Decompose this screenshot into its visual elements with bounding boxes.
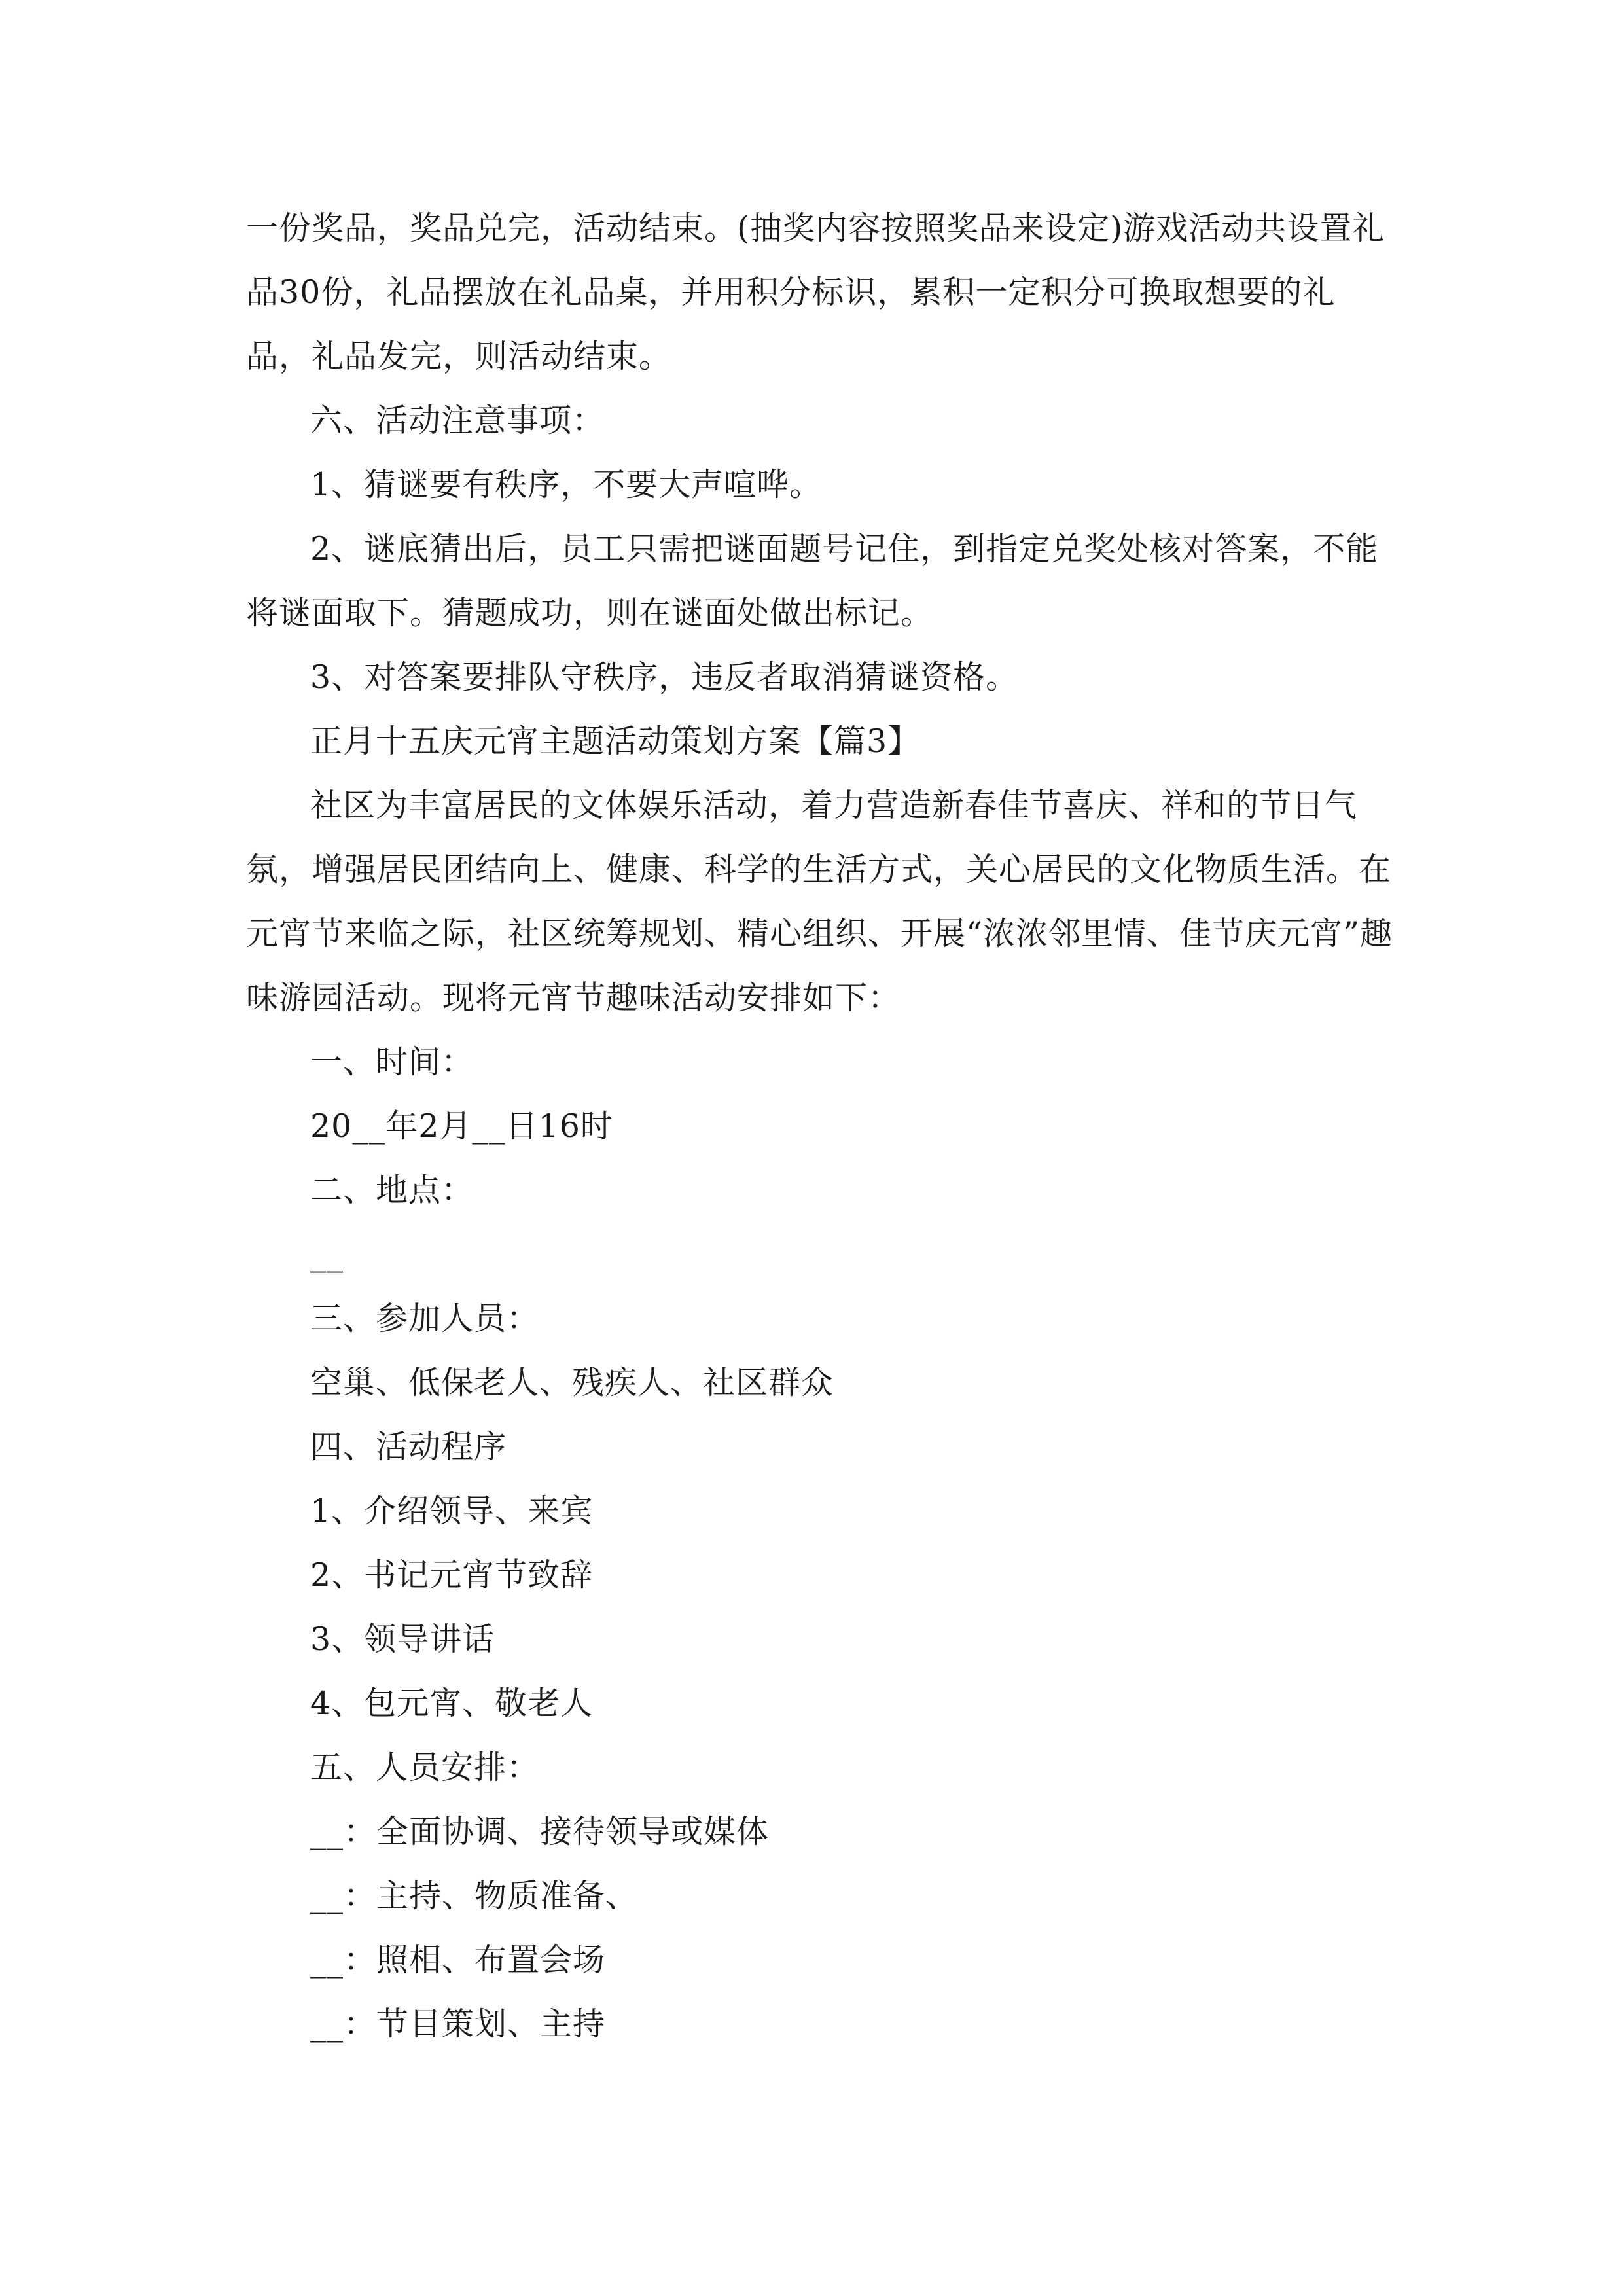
note-item-1: 1、猜谜要有秩序，不要大声喧哗。 bbox=[310, 466, 823, 503]
paragraph-intro: 社区为丰富居民的文体娱乐活动，着力营造新春佳节喜庆、祥和的节日气氛，增强居民团结向上、健康、科学的生活方式，关心居民的文化物质生活。在元宵节来临之际，社区统筹规划、精心组织、开展“浓浓邻里情、佳节庆元宵”趣味游园活动。现将元宵节趣味活动安排如下： bbox=[246, 787, 1393, 1016]
participants-value: 空巢、低保老人、残疾人、社区群众 bbox=[310, 1364, 834, 1401]
note-item-2: 2、谜底猜出后，员工只需把谜面题号记住，到指定兑奖处核对答案，不能将谜面取下。猜题成功，则在谜面处做出标记。 bbox=[246, 530, 1379, 632]
note-item-3: 3、对答案要排队守秩序，违反者取消猜谜资格。 bbox=[310, 658, 1019, 696]
document-body bbox=[246, 196, 1398, 2056]
heading-participants: 三、参加人员： bbox=[310, 1300, 540, 1337]
program-item-4: 4、包元宵、敬老人 bbox=[310, 1685, 594, 1722]
heading-notes: 六、活动注意事项： bbox=[310, 402, 605, 439]
heading-location: 二、地点： bbox=[310, 1172, 474, 1209]
staffing-item-1: __：全面协调、接待领导或媒体 bbox=[310, 1813, 770, 1850]
heading-program: 四、活动程序 bbox=[310, 1428, 507, 1465]
staffing-item-2: __：主持、物质准备、 bbox=[310, 1877, 639, 1914]
staffing-item-4: __：节目策划、主持 bbox=[310, 2005, 606, 2043]
section-title-part3: 正月十五庆元宵主题活动策划方案【篇3】 bbox=[310, 723, 921, 760]
heading-staffing: 五、人员安排： bbox=[310, 1749, 540, 1786]
program-item-3: 3、领导讲话 bbox=[310, 1621, 495, 1658]
time-value: 20__年2月__日16时 bbox=[310, 1107, 613, 1145]
paragraph-prize-rules: 一份奖品，奖品兑完，活动结束。(抽奖内容按照奖品来设定)游戏活动共设置礼品30份，礼品摆放在礼品桌，并用积分标识，累积一定积分可换取想要的礼品，礼品发完，则活动结束。 bbox=[246, 209, 1385, 375]
staffing-item-3: __：照相、布置会场 bbox=[310, 1941, 606, 1979]
program-item-1: 1、介绍领导、来宾 bbox=[310, 1492, 594, 1530]
program-item-2: 2、书记元宵节致辞 bbox=[310, 1556, 594, 1594]
heading-time: 一、时间： bbox=[310, 1043, 474, 1081]
location-value: __ bbox=[310, 1236, 344, 1273]
